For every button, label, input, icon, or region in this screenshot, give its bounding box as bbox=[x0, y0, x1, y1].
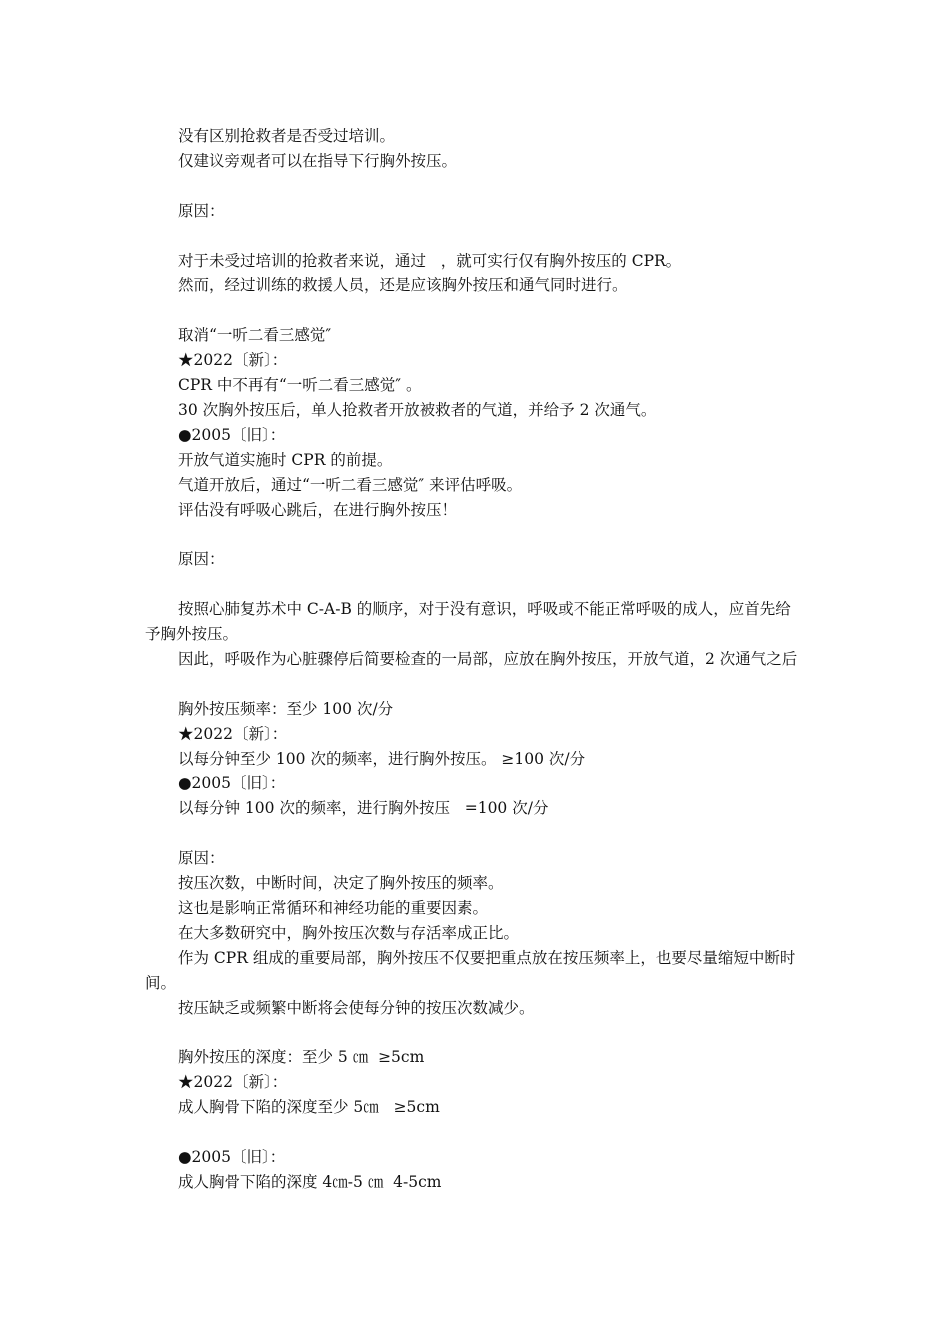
reason-heading: 原因： bbox=[178, 849, 225, 868]
reason-heading: 原因： bbox=[178, 201, 225, 220]
blank-line bbox=[145, 572, 805, 597]
old-version-label: ●2005〔旧〕： bbox=[178, 425, 286, 444]
blank-line bbox=[145, 298, 805, 323]
document-body bbox=[145, 124, 805, 1195]
paragraph-line: 对于未受过培训的抢救者来说，通过 ，就可实行仅有胸外按压的 CPR。 bbox=[178, 251, 682, 270]
paragraph-line: 以每分钟至少 100 次的频率，进行胸外按压。 ≥100 次/分 bbox=[178, 749, 586, 768]
blank-line bbox=[145, 1021, 805, 1046]
paragraph-line: 这也是影响正常循环和神经功能的重要因素。 bbox=[178, 898, 489, 917]
blank-line bbox=[145, 672, 805, 697]
paragraph: 作为 CPR 组成的重要局部，胸外按压不仅要把重点放在按压频率上，也要尽量缩短中断时间。 bbox=[145, 948, 796, 992]
paragraph: 因此，呼吸作为心脏骤停后简要检查的一局部，应放在胸外按压，开放气道，2 次通气之后 bbox=[178, 649, 798, 668]
reason-heading: 原因： bbox=[178, 550, 225, 569]
section-heading: 取消“一听二看三感觉″ bbox=[178, 326, 332, 345]
blank-line bbox=[145, 174, 805, 199]
paragraph-line: 成人胸骨下陷的深度 4㎝-5 ㎝ 4-5cm bbox=[178, 1172, 442, 1191]
paragraph-line: CPR 中不再有“一听二看三感觉″ 。 bbox=[178, 376, 422, 395]
paragraph-line: 成人胸骨下陷的深度至少 5㎝ ≥5cm bbox=[178, 1098, 440, 1117]
paragraph-line: 评估没有呼吸心跳后，在进行胸外按压！ bbox=[178, 500, 458, 519]
paragraph-line: 以每分钟 100 次的频率，进行胸外按压 =100 次/分 bbox=[178, 799, 549, 818]
paragraph-line: 按压缺乏或频繁中断将会使每分钟的按压次数减少。 bbox=[178, 998, 535, 1017]
old-version-label: ●2005〔旧〕： bbox=[178, 1148, 286, 1167]
paragraph-line: 按压次数，中断时间，决定了胸外按压的频率。 bbox=[178, 874, 504, 893]
paragraph-line: 然而，经过训练的救援人员，还是应该胸外按压和通气同时进行。 bbox=[178, 276, 628, 295]
new-version-label: ★2022〔新〕： bbox=[178, 724, 288, 743]
blank-line bbox=[145, 522, 805, 547]
paragraph-line: 在大多数研究中，胸外按压次数与存活率成正比。 bbox=[178, 923, 520, 942]
section-heading: 胸外按压的深度：至少 5 ㎝ ≥5cm bbox=[178, 1048, 425, 1067]
paragraph-line: 开放气道实施时 CPR 的前提。 bbox=[178, 450, 393, 469]
new-version-label: ★2022〔新〕： bbox=[178, 351, 288, 370]
old-version-label: ●2005〔旧〕： bbox=[178, 774, 286, 793]
section-heading: 胸外按压频率：至少 100 次/分 bbox=[178, 699, 394, 718]
paragraph-line: 没有区别抢救者是否受过培训。 bbox=[178, 127, 396, 145]
new-version-label: ★2022〔新〕： bbox=[178, 1073, 288, 1092]
blank-line bbox=[145, 1120, 805, 1145]
paragraph-line: 气道开放后，通过“一听二看三感觉″ 来评估呼吸。 bbox=[178, 475, 523, 494]
paragraph-line: 仅建议旁观者可以在指导下行胸外按压。 bbox=[178, 151, 458, 170]
blank-line bbox=[145, 821, 805, 846]
paragraph: 按照心肺复苏术中 C-A-B 的顺序，对于没有意识，呼吸或不能正常呼吸的成人，应首先给予胸外按压。 bbox=[145, 600, 791, 644]
blank-line bbox=[145, 224, 805, 249]
paragraph-line: 30 次胸外按压后，单人抢救者开放被救者的气道，并给予 2 次通气。 bbox=[178, 400, 657, 419]
